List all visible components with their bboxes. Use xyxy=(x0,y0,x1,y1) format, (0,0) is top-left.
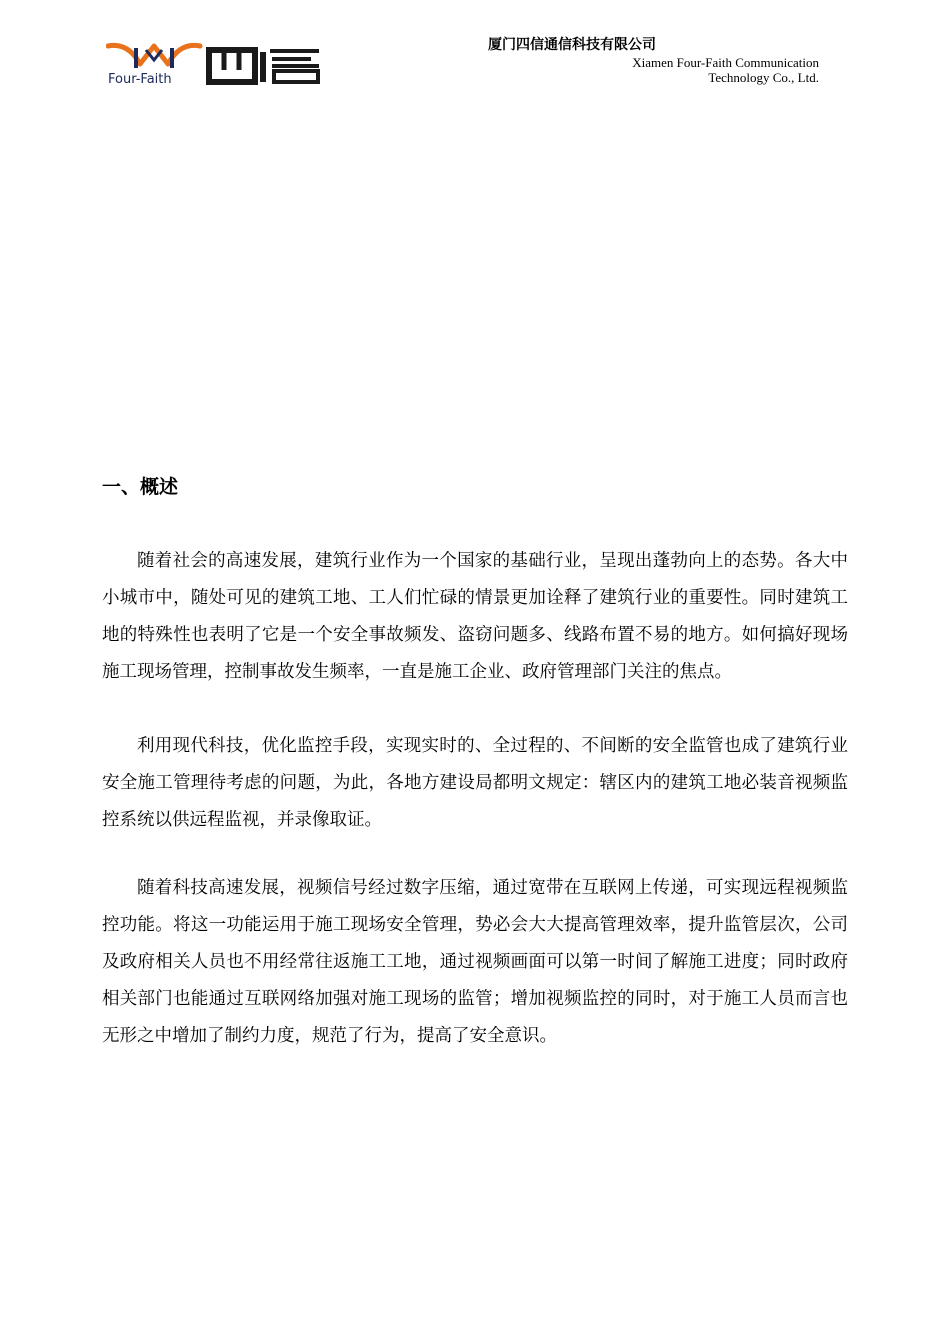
company-name-cn: 厦门四信通信科技有限公司 xyxy=(488,37,656,53)
logo-wordmark: Four-Faith xyxy=(108,72,172,87)
paragraph-overview-2: 利用现代科技，优化监控手段，实现实时的、全过程的、不间断的安全监管也成了建筑行业安全施工管理待考虑的问题，为此，各地方建设局都明文规定：辖区内的建筑工地必装音视频监控系统以供远程监视，并录像取证。 xyxy=(102,736,848,830)
section-title: 一、概述 xyxy=(102,476,179,498)
logo-graphic xyxy=(106,38,322,88)
four-faith-logo xyxy=(106,38,322,88)
paragraph-overview-1: 随着社会的高速发展，建筑行业作为一个国家的基础行业，呈现出蓬勃向上的态势。各大中小城市中，随处可见的建筑工地、工人们忙碌的情景更加诠释了建筑行业的重要性。同时建筑工地的特殊性也表明了它是一个安全事故频发、盗窃问题多、线路布置不易的地方。如何搞好现场施工现场管理，控制事故发生频率，一直是施工企业、政府管理部门关注的焦点。 xyxy=(102,551,848,682)
company-name-en-line2: Technology Co., Ltd. xyxy=(708,70,819,85)
paragraph-overview-3: 随着科技高速发展，视频信号经过数字压缩，通过宽带在互联网上传递，可实现远程视频监控功能。将这一功能运用于施工现场安全管理，势必会大大提高管理效率，提升监管层次，公司及政府相关人员也不用经常往返施工工地，通过视频画面可以第一时间了解施工进度；同时政府相关部门也能通过互联网络加强对施工现场的监管；增加视频监控的同时，对于施工人员而言也无形之中增加了制约力度，规范了行为，提高了安全意识。 xyxy=(102,878,848,1046)
company-name-en-line1: Xiamen Four-Faith Communication xyxy=(632,55,819,70)
company-name-en xyxy=(519,55,819,85)
